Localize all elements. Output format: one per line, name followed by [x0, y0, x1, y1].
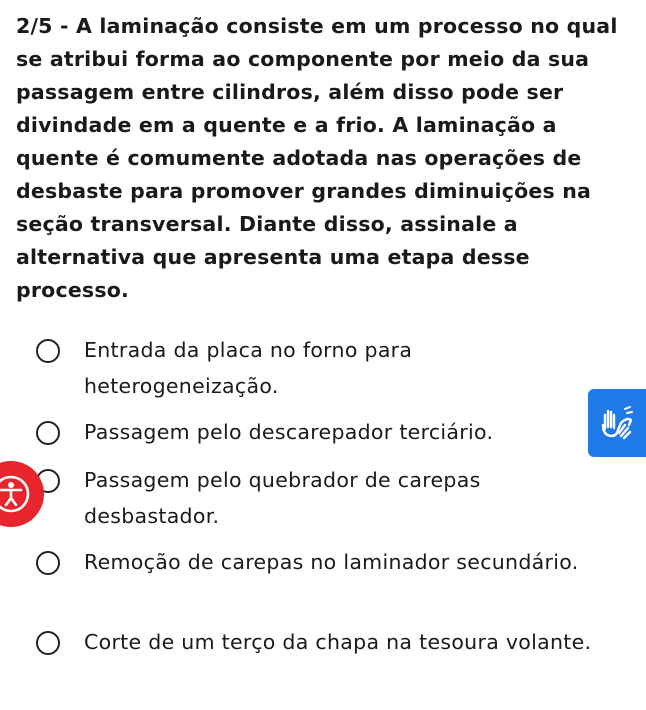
option-label: Passagem pelo descarepador terciário. — [84, 420, 494, 444]
option-label: Passagem pelo quebrador de carepas desbastador. — [84, 468, 481, 528]
accessibility-person-icon — [0, 474, 31, 514]
option-label: Remoção de carepas no laminador secundário. — [84, 550, 579, 574]
question-text: 2/5 - A laminação consiste em um processo no qual se atribui forma ao componente por meio da sua passagem entre cilindros, além disso pode ser divindade em a quente e a frio. A laminação a quente é comumente adotada nas operações de desbaste para promover grandes diminuições na seção transversal. Diante disso, assinale a alternativa que apresenta uma etapa desse processo. — [16, 14, 618, 302]
option-label: Corte de um terço da chapa na tesoura volante. — [84, 630, 592, 654]
radio-button[interactable] — [36, 551, 60, 575]
radio-button[interactable] — [36, 631, 60, 655]
accessibility-button[interactable] — [0, 461, 44, 527]
vlibras-button[interactable] — [588, 389, 646, 457]
radio-button[interactable] — [36, 339, 60, 363]
radio-button[interactable] — [36, 421, 60, 445]
hands-sign-language-icon — [597, 403, 637, 443]
option-label: Entrada da placa no forno para heterogeneização. — [84, 338, 413, 398]
